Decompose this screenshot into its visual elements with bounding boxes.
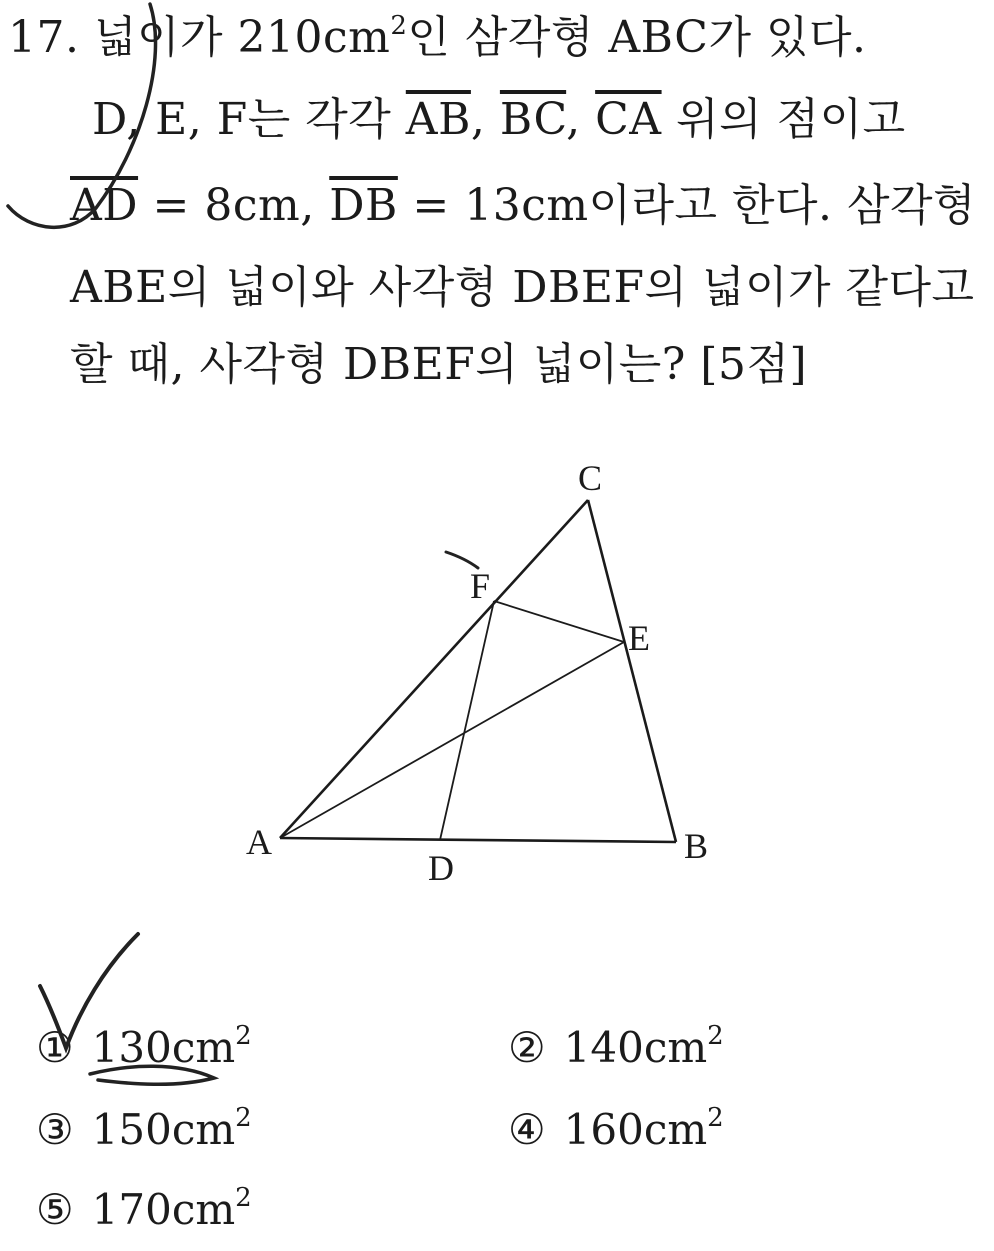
choice-exponent: 2 (707, 1103, 724, 1133)
choice-value: 140cm (563, 1023, 708, 1072)
area-exponent: 2 (390, 11, 408, 41)
vertex-label-b: B (684, 826, 709, 866)
choice-5[interactable] (36, 1182, 252, 1238)
choice-value: 130cm (91, 1023, 236, 1072)
segment-bc: $\overline{BC}$ (499, 94, 567, 145)
vertex-label-a: A (246, 822, 272, 862)
problem-text-1a: 넓이가 210cm (93, 12, 391, 63)
choice-exponent: 2 (707, 1021, 724, 1051)
side-ab (280, 838, 676, 842)
vertex-label-c: C (578, 458, 603, 498)
choice-number: ① (36, 1023, 74, 1072)
choice-value: 150cm (91, 1105, 236, 1154)
problem-text-2b: 위의 점이고 (661, 94, 906, 145)
vertex-label-e: E (628, 618, 650, 658)
choice-2[interactable] (508, 1020, 724, 1076)
choice-1[interactable] (36, 1020, 252, 1076)
segment-ae (280, 642, 624, 838)
segment-ad: $\overline{AD}$ (70, 180, 139, 231)
choice-number: ④ (508, 1105, 546, 1154)
problem-line-5: 할 때, 사각형 DBEF의 넓이는? [5점] (70, 339, 808, 390)
segment-ca: $\overline{CA}$ (595, 94, 662, 145)
segment-fe (494, 601, 624, 642)
choice-number: ③ (36, 1105, 74, 1154)
choice-number: ② (508, 1023, 546, 1072)
problem-line-4: ABE의 넓이와 사각형 DBEF의 넓이가 같다고 (70, 262, 975, 313)
side-bc (588, 500, 676, 842)
problem-text-1b: 인 삼각형 ABC가 있다. (407, 12, 867, 63)
problem-text-3a: = 8cm, (138, 180, 330, 231)
choice-value: 160cm (563, 1105, 708, 1154)
vertex-label-d: D (428, 848, 454, 888)
choice-exponent: 2 (235, 1021, 252, 1051)
separator: , (470, 94, 500, 145)
vertex-label-f: F (470, 566, 491, 606)
problem-text-2a: D, E, F는 각각 (92, 94, 406, 145)
choice-number: ⑤ (36, 1185, 74, 1234)
choice-exponent: 2 (235, 1103, 252, 1133)
choice-value: 170cm (91, 1185, 236, 1234)
separator: , (566, 94, 596, 145)
segment-db: $\overline{DB}$ (329, 180, 398, 231)
side-ca (280, 500, 588, 838)
choice-4[interactable] (508, 1102, 724, 1158)
segment-ab: $\overline{AB}$ (405, 94, 471, 145)
problem-number: 17. (8, 12, 80, 63)
choice-3[interactable] (36, 1102, 252, 1158)
problem-text-3b: = 13cm이라고 한다. 삼각형 (397, 180, 977, 231)
choice-exponent: 2 (235, 1183, 252, 1213)
